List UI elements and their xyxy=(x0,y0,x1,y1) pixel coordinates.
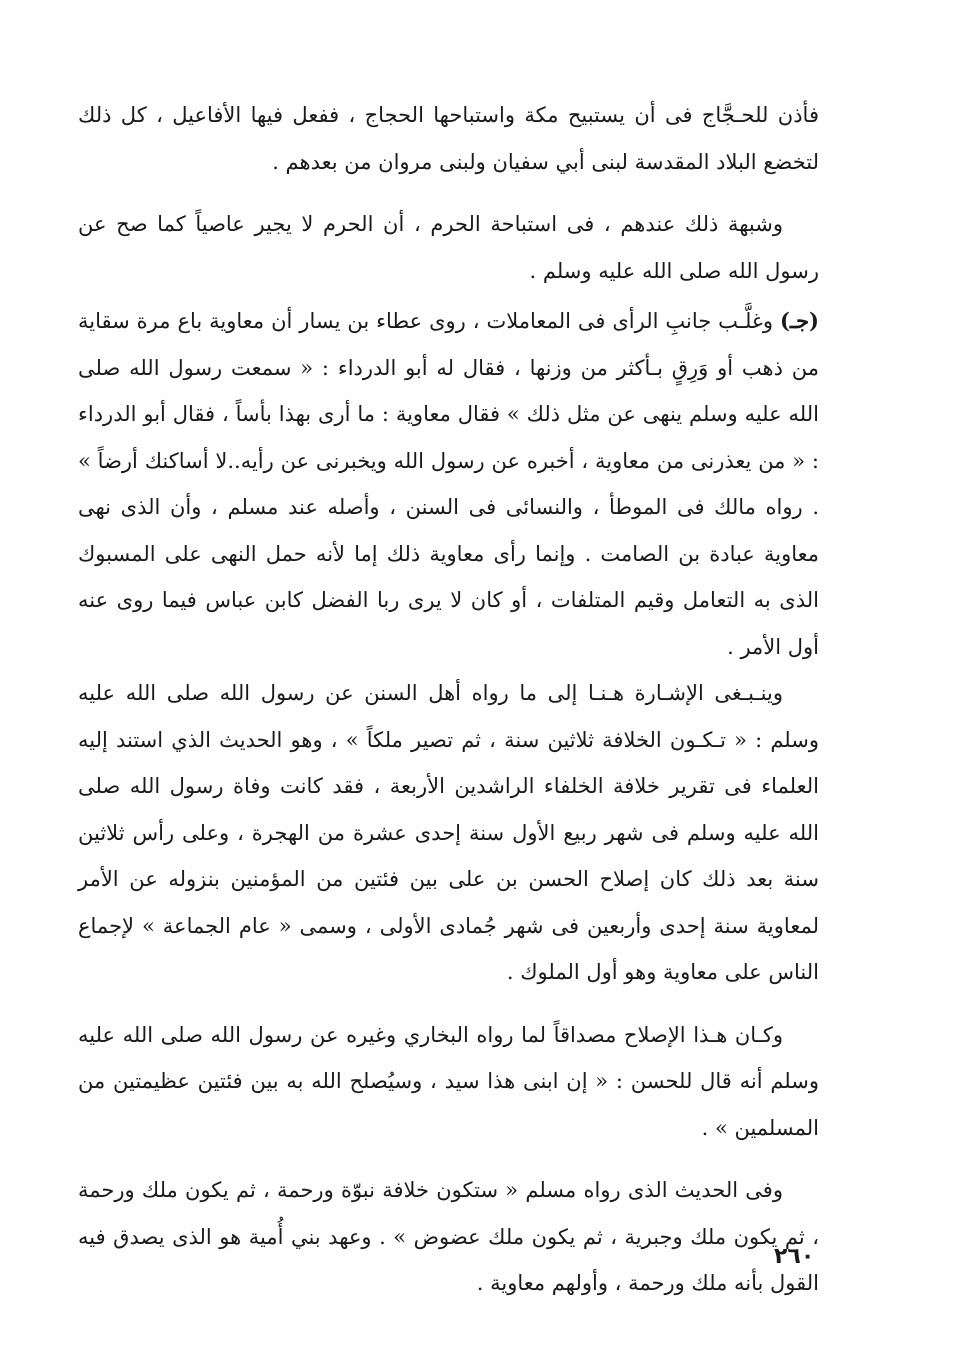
paragraph-3 xyxy=(78,298,819,670)
paragraph-5: وكـان هـذا الإصلاح مصداقاً لما رواه البخاري وغيره عن رسول الله صلى الله عليه وسلم أنه قال للحسن : « إن ابنى هذا سيد ، وسيُصلح الله به بين فئتين عظيمتين من المسلمين » . xyxy=(78,1022,819,1140)
paragraph-4: وينـبـغى الإشـارة هـنـا إلى ما رواه أهل السنن عن رسول الله صلى الله عليه وسلم : « تـكـون الخلافة ثلاثين سنة ، ثم تصير ملكاً » ، وهو الحديث الذي استند إليه العلماء فى تقرير خلافة الخلفاء الراشدين الأربعة ، فقد كانت وفاة رسول الله صلى الله عليه وسلم فى شهر ربيع الأول سنة إحدى عشرة من الهجرة ، وعلى رأس ثلاثين سنة بعد ذلك كان إصلاح الحسن بن على بين فئتين من المؤمنين بنزوله عن الأمر لمعاوية سنة إحدى وأربعين فى شهر جُمادى الأولى ، وسمى « عام الجماعة » لإجماع الناس على معاوية وهو أول الملوك . xyxy=(78,681,819,984)
paragraph-6: وفى الحديث الذى رواه مسلم « ستكون خلافة نبوّة ورحمة ، ثم يكون ملك ورحمة ، ثم يكون ملك وجبرية ، ثم يكون ملك عضوض » . وعهد بني أُمية هو الذى يصدق فيه القول بأنه ملك ورحمة ، وأولهم معاوية . xyxy=(78,1178,819,1295)
paragraph-2: وشبهة ذلك عندهم ، فى استباحة الحرم ، أن الحرم لا يجير عاصياً كما صح عن رسول الله صلى الله عليه وسلم . xyxy=(78,212,819,283)
paragraph-3-text: وغلَّـب جانبِ الرأى فى المعاملات ، روى عطاء بن يسار أن معاوية باع مرة سقاية من ذهب أو وَرِقٍ بـأكثر من وزنها ، فقال له أبو الدرداء : « سمعت رسول الله صلى الله عليه وسلم ينهى عن مثل ذلك » فقال معاوية : ما أرى بهذا بأساً ، فقال أبو الدرداء : « من يعذرنى من معاوية ، أخبره عن رسول الله ويخبرنى عن رأيه..لا أساكنك أرضاً » . رواه مالك فى الموطأ ، والنسائى فى السنن ، وأصله عند مسلم ، وأن الذى نهى معاوية عبادة بن الصامت . وإنما رأى معاوية ذلك إما لأنه حمل النهى على المسبوك الذى به التعامل وقيم المتلفات ، أو كان لا يرى ربا الفضل كابن عباس فيما روى عنه أول الأمر . xyxy=(78,309,819,659)
page-number: ٢٦٠ xyxy=(774,1244,815,1269)
paragraph-1: فأذن للحـجَّاج فى أن يستبيح مكة واستباحها الحجاج ، ففعل فيها الأفاعيل ، كل ذلك لتخضع البلاد المقدسة لبنى أبي سفيان ولبنى مروان من بعدهم . xyxy=(78,103,819,174)
section-label: (جـ) xyxy=(779,308,819,333)
body-text xyxy=(78,92,819,1307)
